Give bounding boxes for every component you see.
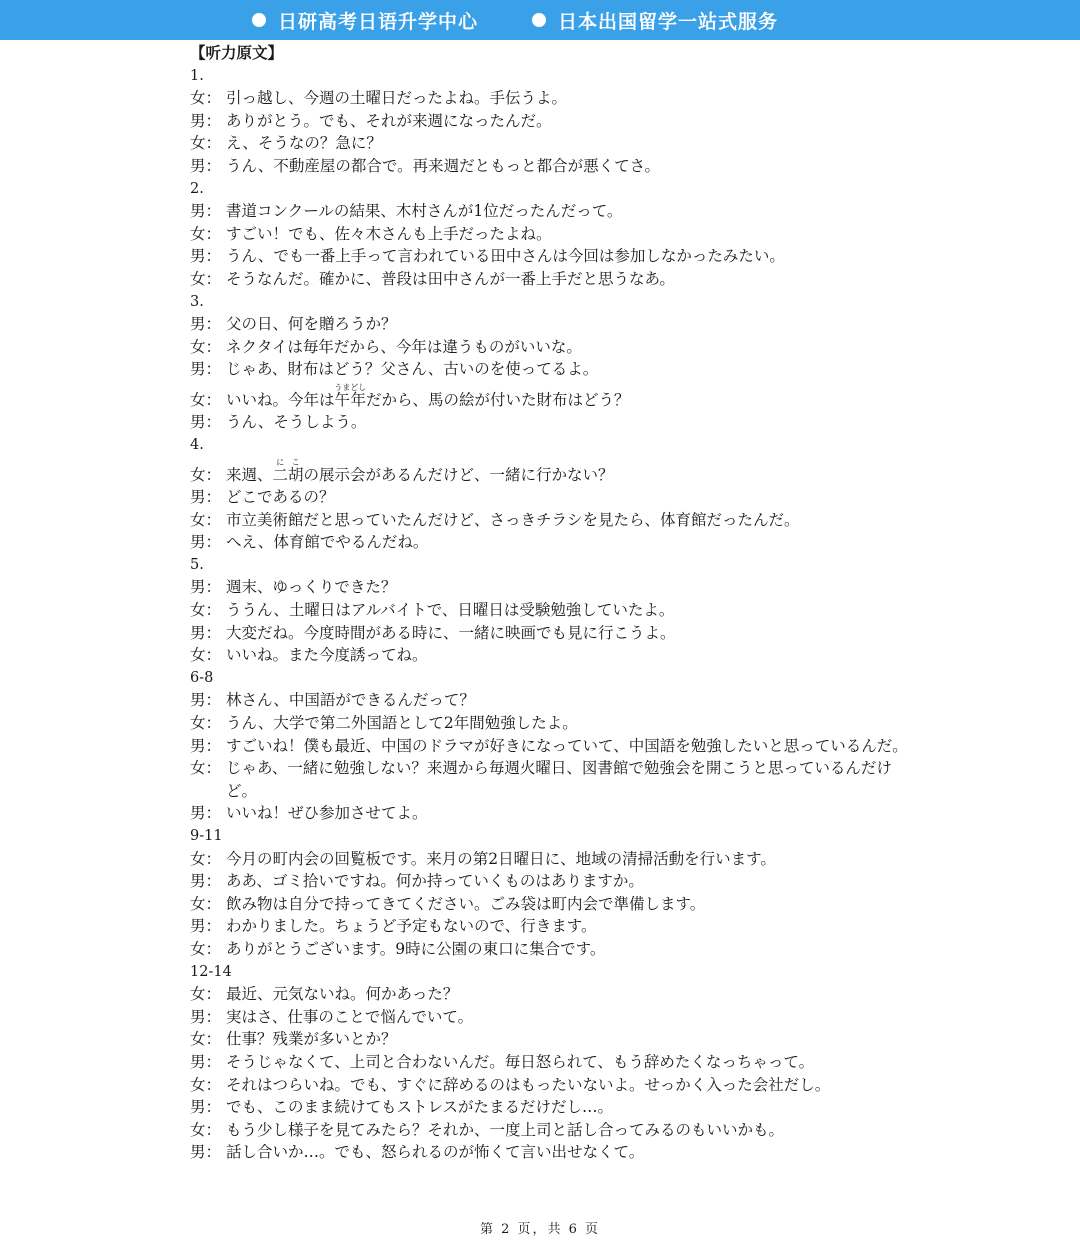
dialogue-text: そうなんだ。確かに、普段は田中さんが一番上手だと思うなあ。 <box>226 269 675 288</box>
question-number: 1. <box>190 67 204 84</box>
dialogue-line <box>190 155 920 178</box>
dialogue-line <box>190 915 920 938</box>
dialogue-line <box>190 509 920 532</box>
header-banner <box>0 0 1080 40</box>
speaker-label: 女： <box>190 1030 222 1049</box>
dialogue-line <box>190 644 920 667</box>
speaker-label: 男： <box>190 360 222 379</box>
speaker-label: 男： <box>190 917 222 936</box>
header-right-text: 日本出国留学一站式服务 <box>558 10 779 33</box>
dialogue-text: 話し合いか…。でも、怒られるのが怖くて言い出せなくて。 <box>226 1143 645 1162</box>
speaker-label: 男： <box>190 412 222 431</box>
speaker-label: 男： <box>190 488 222 507</box>
speaker-label: 女： <box>190 646 222 665</box>
dialogue-text: 市立美術館だと思っていたんだけど、さっきチラシを見たら、体育館だったんだ。 <box>226 510 800 529</box>
question-number: 6-8 <box>190 669 214 686</box>
speaker-label: 男： <box>190 156 222 175</box>
dialogue-line <box>190 802 920 825</box>
speaker-label: 女： <box>190 985 222 1004</box>
dialogue-text: いいね。また今度誘ってね。 <box>226 646 428 665</box>
question-number: 2. <box>190 180 204 197</box>
speaker-label: 男： <box>190 623 222 642</box>
dialogue-text: え、そうなの？急に？ <box>226 134 382 153</box>
dialogue-text: 来週、二胡にこの展示会があるんだけど、一緒に行かない？ <box>226 458 614 485</box>
dialogue-text: すごいね！僕も最近、中国のドラマが好きになっていて、中国語を勉強したいと思っているんだ。 <box>226 736 908 755</box>
speaker-label: 男： <box>190 736 222 755</box>
dialogue-text: 今月の町内会の回覧板です。来月の第2日曜日に、地域の清掃活動を行います。 <box>226 849 776 868</box>
speaker-label: 女： <box>190 134 222 153</box>
dialogue-text: そうじゃなくて、上司と合わないんだ。毎日怒られて、もう辞めたくなっちゃって。 <box>226 1052 815 1071</box>
speaker-label: 女： <box>190 939 222 958</box>
dialogue-text: 引っ越し、今週の土曜日だったよね。手伝うよ。 <box>226 89 568 108</box>
dialogue-text: 仕事？残業が多いとか？ <box>226 1030 397 1049</box>
dialogue-line <box>190 531 920 554</box>
dialogue-line <box>190 622 920 645</box>
header-item-right <box>532 0 778 40</box>
speaker-label: 女： <box>190 714 222 733</box>
dialogue-text: ううん、土曜日はアルバイトで、日曜日は受験勉強していたよ。 <box>226 601 675 620</box>
dialogue-line <box>190 870 920 893</box>
dialogue-line <box>190 110 920 133</box>
transcript-block-5-14 <box>190 554 920 1164</box>
dialogue-line <box>190 1028 920 1051</box>
dialogue-line <box>190 983 920 1006</box>
dialogue-text: 最近、元気ないね。何かあった？ <box>226 985 459 1004</box>
dialogue-line <box>190 1096 920 1119</box>
dialogue-line <box>190 938 920 961</box>
speaker-label: 男： <box>190 578 222 597</box>
dialogue-text: うん、でも一番上手って言われている田中さんは今回は参加しなかったみたい。 <box>226 247 785 266</box>
speaker-label: 女： <box>190 390 222 409</box>
dialogue-text: ありがとうございます。9時に公園の東口に集合です。 <box>226 939 606 958</box>
question-number: 9-11 <box>190 828 223 844</box>
dialogue-line <box>190 87 920 110</box>
dialogue-text: ああ、ゴミ拾いですね。何か持っていくものはありますか。 <box>226 872 644 891</box>
dialogue-text: じゃあ、一緒に勉強しない？来週から毎週火曜日、図書館で勉強会を開こうと思っているんだけど。 <box>226 759 892 800</box>
speaker-label: 女： <box>190 849 222 868</box>
dialogue-line <box>190 358 920 381</box>
speaker-label: 男： <box>190 1052 222 1071</box>
speaker-label: 男： <box>190 111 222 130</box>
dialogue-line <box>190 893 920 916</box>
speaker-label: 男： <box>190 691 222 710</box>
speaker-label: 男： <box>190 872 222 891</box>
speaker-label: 男： <box>190 533 222 552</box>
dialogue-line <box>190 200 920 223</box>
speaker-label: 女： <box>190 510 222 529</box>
dialogue-text: ありがとう。でも、それが来週になったんだ。 <box>226 111 552 130</box>
speaker-label: 女： <box>190 601 222 620</box>
question-number: 12-14 <box>190 963 232 980</box>
dialogue-line <box>190 757 920 802</box>
dialogue-text: それはつらいね。でも、すぐに辞めるのはもったいないよ。せっかく入った会社だし。 <box>226 1075 831 1094</box>
dialogue-line <box>190 268 920 291</box>
speaker-label: 女： <box>190 466 222 485</box>
dialogue-text: うん、不動産屋の都合で。再来週だともっと都合が悪くてさ。 <box>226 156 661 175</box>
dialogue-text: 飲み物は自分で持ってきてください。ごみ袋は町内会で準備します。 <box>226 894 706 913</box>
speaker-label: 女： <box>190 337 222 356</box>
question-number: 5. <box>190 556 204 573</box>
speaker-label: 男： <box>190 1143 222 1162</box>
dialogue-line <box>190 1119 920 1142</box>
dialogue-text: 林さん、中国語ができるんだって？ <box>226 691 475 710</box>
dialogue-line <box>190 712 920 735</box>
dialogue-text: 大変だね。今度時間がある時に、一緒に映画でも見に行こうよ。 <box>226 623 676 642</box>
speaker-label: 女： <box>190 224 222 243</box>
header-left-text: 日研高考日语升学中心 <box>278 10 479 33</box>
dialogue-line <box>190 1051 920 1074</box>
speaker-label: 女： <box>190 759 222 778</box>
dialogue-line <box>190 223 920 246</box>
speaker-label: 男： <box>190 247 222 266</box>
speaker-label: 女： <box>190 89 222 108</box>
speaker-label: 女： <box>190 1075 222 1094</box>
speaker-label: 男： <box>190 202 222 221</box>
dialogue-text: でも、このまま続けてもストレスがたまるだけだし…。 <box>226 1098 614 1117</box>
dialogue-line <box>190 848 920 871</box>
speaker-label: 男： <box>190 315 222 334</box>
dialogue-text: うん、そうしよう。 <box>226 412 367 431</box>
dialogue-text: もう少し様子を見てみたら？それか、一度上司と話し合ってみるのもいいかも。 <box>226 1120 785 1139</box>
speaker-label: 男： <box>190 804 222 823</box>
dialogue-text: 書道コンクールの結果、木村さんが1位だったんだって。 <box>226 202 623 221</box>
transcript-block-4 <box>190 486 920 554</box>
bullet-dot-icon <box>252 13 266 27</box>
dialogue-line <box>190 245 920 268</box>
question-number: 3. <box>190 293 204 310</box>
section-title: 【听力原文】 <box>190 44 284 62</box>
page-footer: 第 2 页，共 6 页 <box>479 1222 601 1237</box>
dialogue-line <box>190 1006 920 1029</box>
speaker-label: 男： <box>190 1007 222 1026</box>
speaker-label: 女： <box>190 1120 222 1139</box>
dialogue-line <box>190 689 920 712</box>
dialogue-text: 実はさ、仕事のことで悩んでいて。 <box>226 1007 474 1026</box>
dialogue-line <box>190 336 920 359</box>
dialogue-text: 週末、ゆっくりできた？ <box>226 578 397 597</box>
dialogue-line <box>190 576 920 599</box>
dialogue-text: 父の日、何を贈ろうか？ <box>226 315 397 334</box>
dialogue-line <box>190 411 920 434</box>
header-item-left <box>252 0 478 40</box>
transcript-block-1-3 <box>190 65 920 381</box>
transcript <box>190 42 920 1164</box>
speaker-label: 女： <box>190 894 222 913</box>
dialogue-text: ネクタイは毎年だから、今年は違うものがいいな。 <box>226 337 582 356</box>
dialogue-line <box>190 1074 920 1097</box>
dialogue-text: いいね。今年は午年うまどしだから、馬の絵が付いた財布はどう？ <box>226 382 630 409</box>
dialogue-line <box>190 735 920 758</box>
dialogue-text: わかりました。ちょうど予定もないので、行きます。 <box>226 917 597 936</box>
dialogue-line <box>190 1141 920 1164</box>
speaker-label: 男： <box>190 1098 222 1117</box>
dialogue-line <box>190 456 920 486</box>
dialogue-line <box>190 486 920 509</box>
dialogue-text: すごい！でも、佐々木さんも上手だったよね。 <box>226 224 552 243</box>
dialogue-line <box>190 599 920 622</box>
speaker-label: 女： <box>190 269 222 288</box>
dialogue-text: いいね！ぜひ参加させてよ。 <box>226 804 428 823</box>
dialogue-text: じゃあ、財布はどう？父さん、古いのを使ってるよ。 <box>226 360 599 379</box>
dialogue-text: うん、大学で第二外国語として2年間勉強したよ。 <box>226 714 578 733</box>
dialogue-line <box>190 132 920 155</box>
dialogue-line <box>190 381 920 411</box>
dialogue-line <box>190 313 920 336</box>
dialogue-text: どこであるの？ <box>226 488 335 507</box>
dialogue-text: へえ、体育館でやるんだね。 <box>226 533 429 552</box>
question-number: 4. <box>190 436 204 453</box>
bullet-dot-icon <box>532 13 546 27</box>
